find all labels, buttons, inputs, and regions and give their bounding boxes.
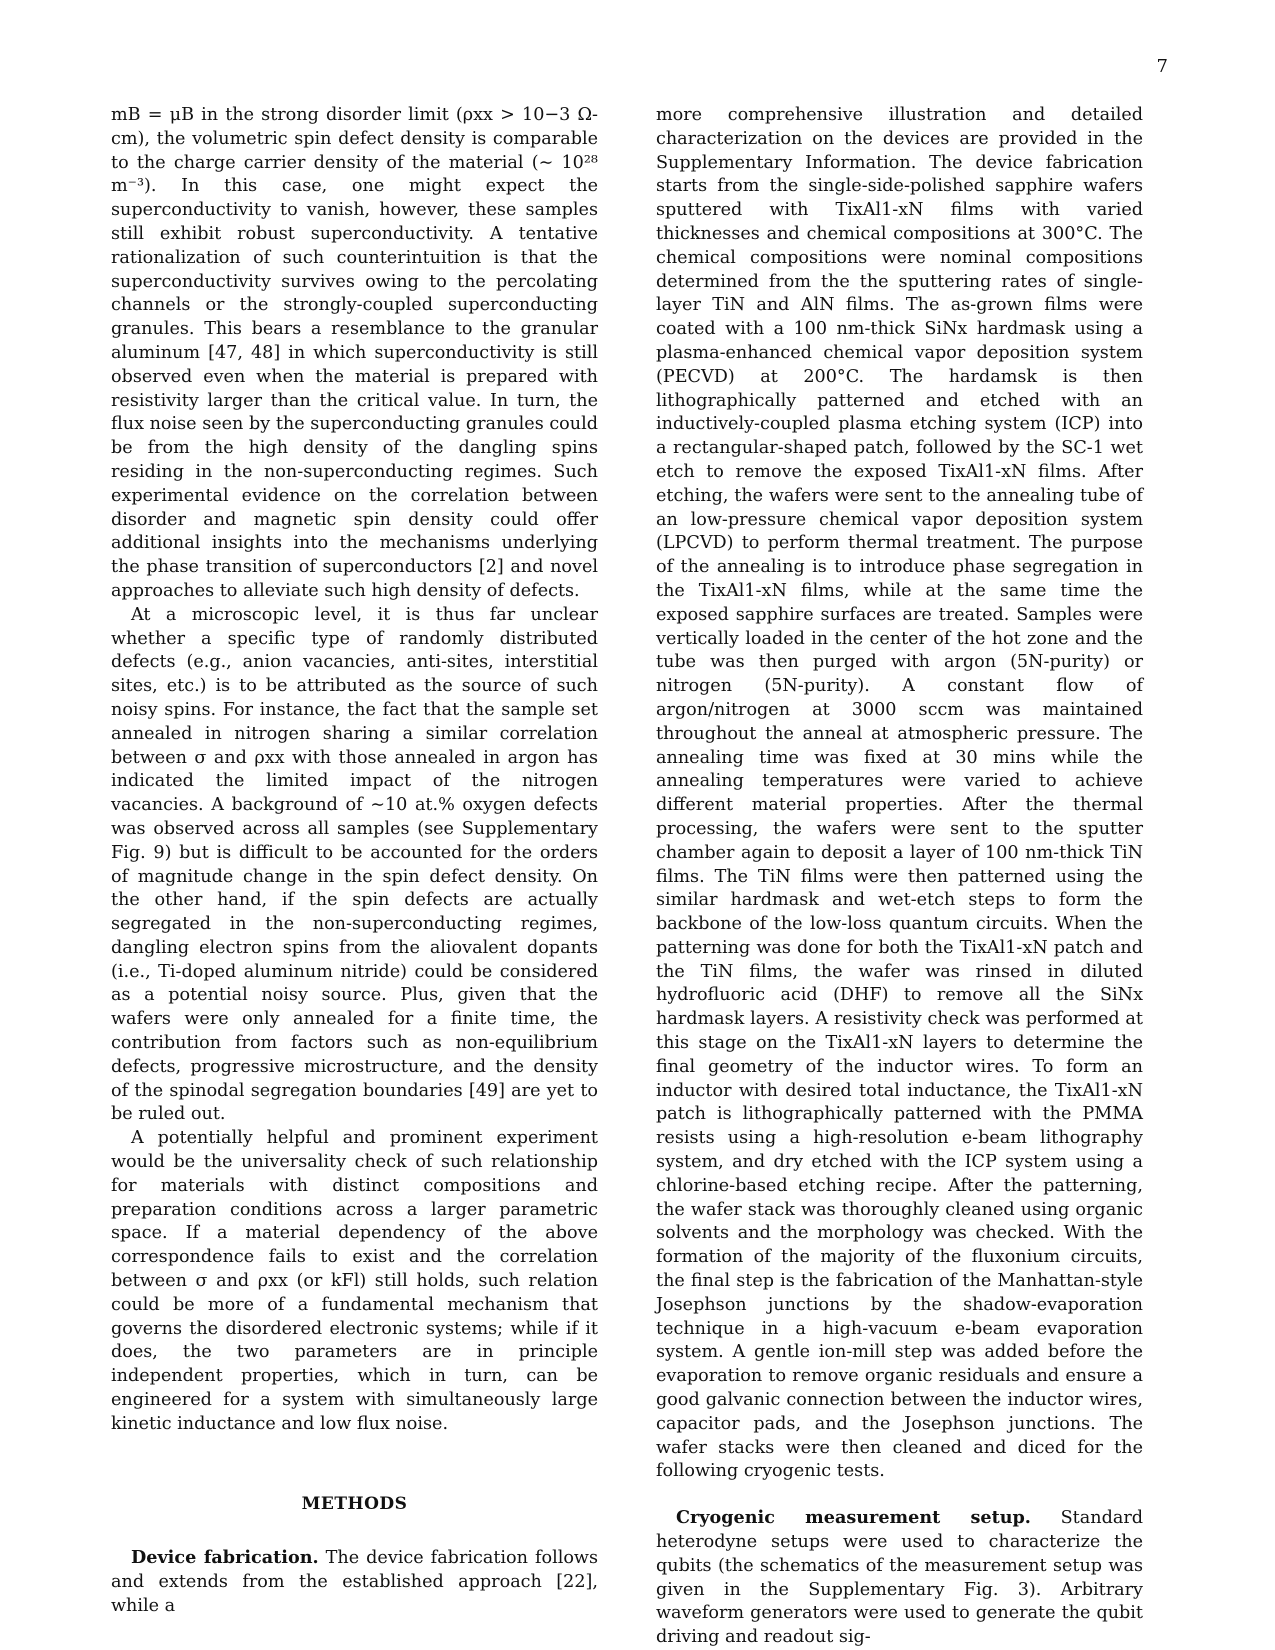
cryogenic-setup-title: Cryogenic measurement setup. [676, 1507, 1031, 1529]
cryogenic-setup-text: Standard heterodyne setups were used to characterize the qubits (the schematics of the measurement setup was given in the Supplementary Fig. 3). Arbitrary waveform generators were used to generate the qubit driving and readout sig- [656, 1508, 1143, 1648]
paragraph-microscopic-level: At a microscopic level, it is thus far unclear whether a specific type of randomly distributed defects (e.g., anion vacancies, anti-sites, interstitial sites, etc.) is to be attributed as the source of such noisy spins. For instance, the fact that the sample set annealed in nitrogen sharing a similar correlation between σ and ρxx with those annealed in argon has indicated the limited impact of the nitrogen vacancies. A background of ∼10 at.% oxygen defects was observed across all samples (see Supplementary Fig. 9) but is difficult to be accounted for the orders of magnitude change in the spin defect density. On the other hand, if the spin defects are actually segregated in the non-superconducting regimes, dangling electron spins from the aliovalent dopants (i.e., Ti-doped aluminum nitride) could be considered as a potential noisy source. Plus, given that the wafers were only annealed for a finite time, the contribution from factors such as non-equilibrium defects, progressive microstructure, and the density of the spinodal segregation boundaries [49] are yet to be ruled out. [111, 604, 598, 1125]
paragraph-fabrication-details: more comprehensive illustration and detailed characterization on the devices are provided in the Supplementary Information. The device fabrication starts from the single-side-polished sapphire wafers sputtered with TixAl1-xN films with varied thicknesses and chemical compositions at 300°C. The chemical compositions were nominal compositions determined from the the sputtering rates of single-layer TiN and AlN films. The as-grown films were coated with a 100 nm-thick SiNx hardmask using a plasma-enhanced chemical vapor deposition system (PECVD) at 200°C. The hardamsk is then lithographically patterned and etched with an inductively-coupled plasma etching system (ICP) into a rectangular-shaped patch, followed by the SC-1 wet etch to remove the exposed TixAl1-xN films. After etching, the wafers were sent to the annealing tube of an low-pressure chemical vapor deposition system (LPCVD) to perform thermal treatment. The purpose of the annealing is to introduce phase segregation in the TixAl1-xN films, while at the same time the exposed sapphire surfaces are treated. Samples were vertically loaded in the center of the hot zone and the tube was then purged with argon (5N-purity) or nitrogen (5N-purity). A constant flow of argon/nitrogen at 3000 sccm was maintained throughout the anneal at atmospheric pressure. The annealing time was fixed at 30 mins while the annealing temperatures were varied to achieve different material properties. After the thermal processing, the wafers were sent to the sputter chamber again to deposit a layer of 100 nm-thick TiN films. The TiN films were then patterned using the similar hardmask and wet-etch steps to form the backbone of the low-loss quantum circuits. When the patterning was done for both the TixAl1-xN patch and the TiN films, the wafer was rinsed in diluted hydrofluoric acid (DHF) to remove all the SiNx hardmask layers. A resistivity check was performed at this stage on the TixAl1-xN layers to determine the final geometry of the inductor wires. To form an inductor with desired total inductance, the TixAl1-xN patch is lithographically patterned with the PMMA resists using a high-resolution e-beam lithography system, and dry etched with the ICP system using a chlorine-based etching recipe. After the patterning, the wafer stack was thoroughly cleaned using organic solvents and the morphology was checked. With the formation of the majority of the fluxonium circuits, the final step is the fabrication of the Manhattan-style Josephson junctions by the shadow-evaporation technique in a high-vacuum e-beam evaporation system. A gentle ion-mill step was added before the evaporation to remove organic residuals and ensure a good galvanic connection between the inductor wires, capacitor pads, and the Josephson junctions. The wafer stacks were then cleaned and diced for the following cryogenic tests. [656, 105, 1143, 1482]
paragraph-gap [656, 1484, 1143, 1506]
device-fabrication-title: Device fabrication. [131, 1547, 319, 1569]
device-fabrication-text: The device fabrication follows and extends from the established approach [22], while a [111, 1548, 599, 1617]
methods-heading: METHODS [301, 1493, 408, 1514]
paragraph-device-fabrication [111, 1546, 598, 1618]
paragraph-spin-density: mB = μB in the strong disorder limit (ρxx > 10−3 Ω-cm), the volumetric spin defect density is comparable to the charge carrier density of the material (∼ 10²⁸ m⁻³). In this case, one might expect the superconductivity to vanish, however, these samples still exhibit robust superconductivity. A tentative rationalization of such counterintuition is that the superconductivity survives owing to the percolating channels or the strongly-coupled superconducting granules. This bears a resemblance to the granular aluminum [47, 48] in which superconductivity is still observed even when the material is prepared with resistivity larger than the critical value. In turn, the flux noise seen by the superconducting granules could be from the high density of the dangling spins residing in the non-superconducting regimes. Such experimental evidence on the correlation between disorder and magnetic spin density could offer additional insights into the mechanisms underlying the phase transition of superconductors [2] and novel approaches to alleviate such high density of defects. [111, 105, 598, 601]
page-number: 7 [1156, 56, 1168, 77]
paragraph-cryogenic-setup [656, 1506, 1143, 1650]
left-column [111, 104, 598, 1619]
right-column [656, 104, 1143, 1650]
paragraph-universality-check: A potentially helpful and prominent experiment would be the universality check of such relationship for materials with distinct compositions and preparation conditions across a larger parametric space. If a material dependency of the above correspondence fails to exist and the correlation between σ and ρxx (or kFl) still holds, such relation could be more of a fundamental mechanism that governs the disordered electronic systems; while if it does, the two parameters are in principle independent properties, which in turn, can be engineered for a system with simultaneously large kinetic inductance and low flux noise. [111, 1128, 598, 1434]
